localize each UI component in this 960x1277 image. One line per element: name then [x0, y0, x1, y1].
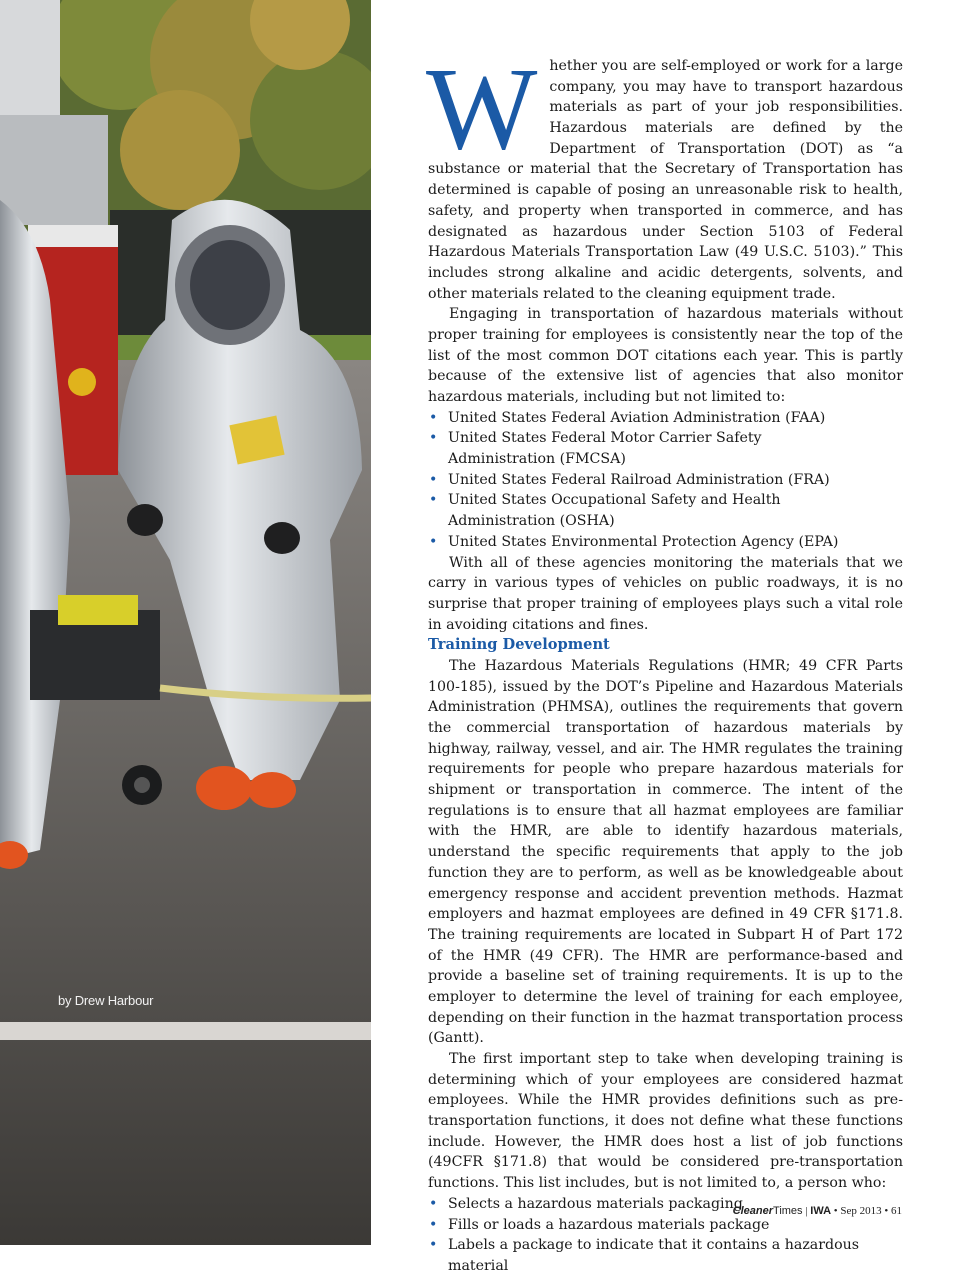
paragraph-agencies-summary: With all of these agencies monitoring the materials that we carry in various types of vehicles on public roadways, it is no surprise that proper training of employees plays such a vital role in avoiding citations and fines. — [428, 554, 903, 633]
article-body — [426, 43, 903, 1277]
page-number: 61 — [891, 1205, 902, 1217]
list-item: • United States Federal Aviation Administration (FAA) — [428, 408, 903, 429]
list-item: • United States Federal Motor Carrier Safety Administration (FMCSA) — [429, 430, 762, 468]
intro-paragraph — [426, 43, 903, 304]
footer-separator: | — [802, 1205, 811, 1217]
hazmat-suit-photo — [0, 0, 371, 1245]
paragraph-citations: Engaging in transportation of hazardous materials without proper training for employees is consistently near the top of the list of the most common DOT citations each year. This is partly because of the extensive list of agencies that also monitor hazardous materials, including but not limited to: — [428, 306, 903, 405]
bullet-icon: • — [429, 533, 438, 550]
bullet-icon: • — [429, 430, 438, 447]
publication-brand-suffix: Times — [773, 1205, 803, 1217]
bullet-icon: • — [429, 1216, 438, 1233]
agency-list — [428, 408, 903, 553]
issue-date: • Sep 2013 • — [831, 1205, 891, 1217]
section-heading: Training Development — [428, 636, 610, 654]
author-byline: by Drew Harbour — [58, 993, 154, 1008]
paragraph-hmr: The Hazardous Materials Regulations (HMR; 49 CFR Parts 100-185), issued by the DOT’s Pipeline and Hazardous Materials Administration (PHMSA), outlines the requirements that govern the commercial transportation of hazardous materials by highway, railway, vessel, and air. The HMR regulates the training requirements for people who prepare hazardous materials for shipment or transportation in commerce. The intent of the regulations is to ensure that all hazmat employees are familiar with the HMR, are able to identify hazardous materials, understand the specific requirements that apply to the job function they are to perform, as well as be knowledgeable about emergency response and accident prevention methods. Hazmat employers and hazmat employees are defined in 49 CFR §171.8. The training requirements are located in Subpart H of Part 172 of the HMR (49 CFR). The HMR are performance-based and provide a baseline set of training requirements. It is up to the employer to determine the level of training for each employee, depending on their function in the hazmat transportation process (Gantt). — [428, 657, 903, 1047]
hazmat-photo-illustration — [0, 0, 371, 1245]
bullet-icon: • — [429, 492, 438, 509]
list-item: • United States Federal Railroad Administration (FRA) — [428, 470, 903, 491]
bullet-icon: • — [429, 1195, 438, 1212]
bullet-icon: • — [429, 1237, 438, 1254]
list-item: • United States Environmental Protection Agency (EPA) — [428, 532, 903, 553]
paragraph-first-step: The first important step to take when developing training is determining which of your employees are considered hazmat employees. While the HMR provides definitions such as pre-transportation functions, it does not define what these functions include. However, the HMR does host a list of job functions (49CFR §171.8) that would be considered pre-transportation functions. This list includes, but is not limited to, a person who: — [428, 1051, 903, 1192]
list-item: • Fills or loads a hazardous materials package — [428, 1215, 903, 1236]
drop-cap: W — [426, 43, 538, 174]
page-footer — [733, 1205, 902, 1217]
publication-acronym: IWA — [810, 1205, 832, 1217]
list-item: • United States Occupational Safety and Health Administration (OSHA) — [429, 492, 781, 530]
bullet-icon: • — [429, 471, 438, 488]
list-item: • Labels a package to indicate that it contains a hazardous material — [429, 1237, 860, 1274]
bullet-icon: • — [429, 409, 438, 426]
intro-text: hether you are self-employed or work for a large company, you may have to transport hazardous materials as part of your job responsibilities. Hazardous materials are defined by the Department of Transportation (DOT) as “a substance or material that the Secretary of Transportation has determined is capable of posing an unreasonable risk to health, safety, and property when transported in commerce, and has designated as hazardous under Section 5103 of Federal Hazardous Materials Transportation Law (49 U.S.C. 5103).” This includes strong alkaline and acidic detergents, solvents, and other materials related to the cleaning equipment trade. — [428, 58, 903, 302]
publication-brand: Cleaner — [732, 1205, 774, 1217]
list-item: • Selects a hazardous materials packaging — [428, 1194, 903, 1215]
